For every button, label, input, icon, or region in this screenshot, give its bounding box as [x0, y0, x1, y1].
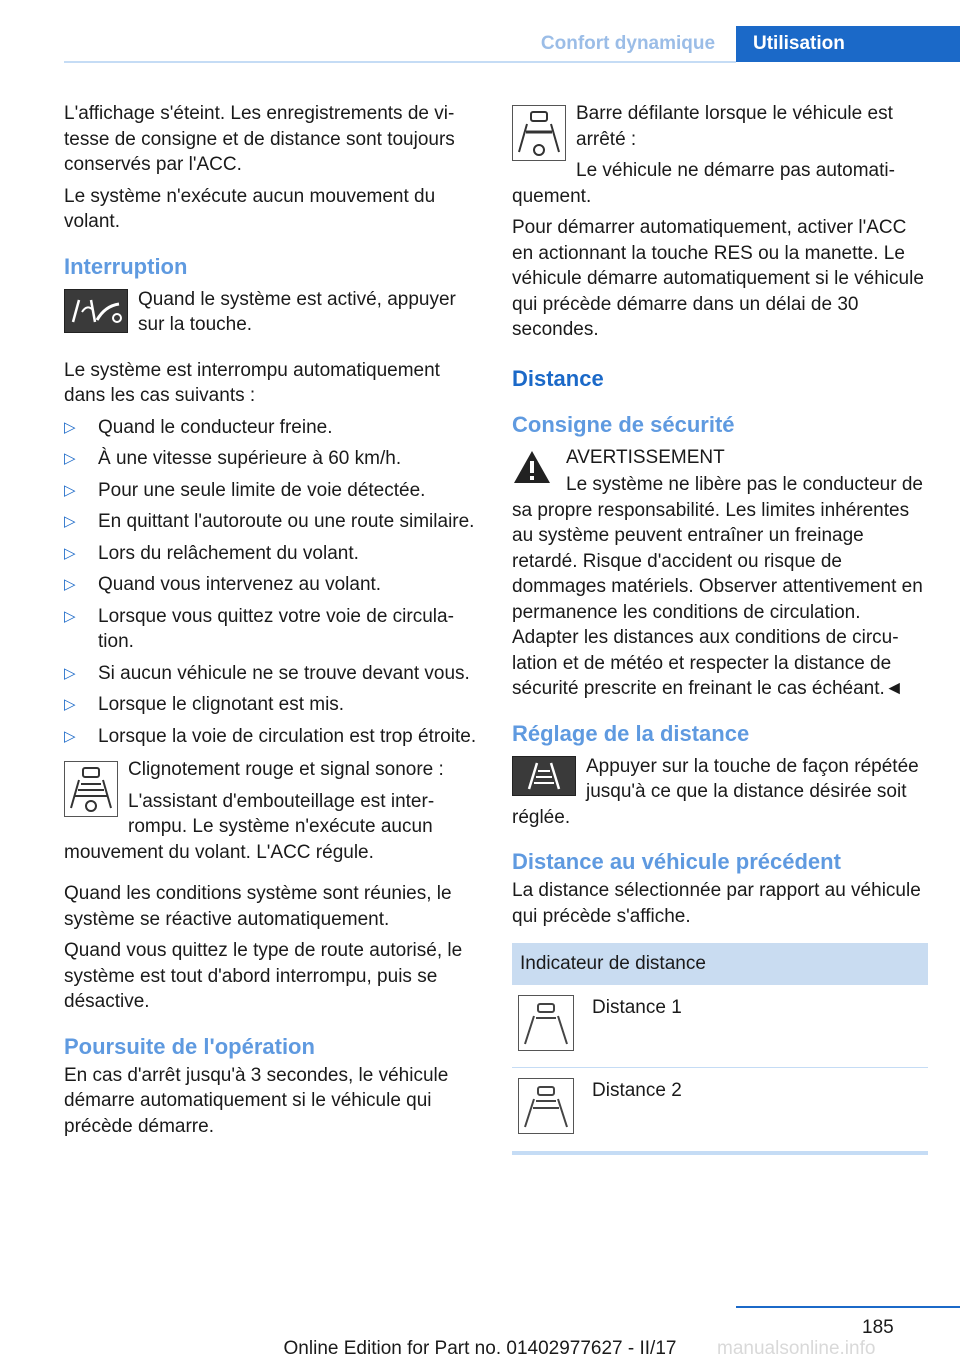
- list-item: ▷ Quand vous intervenez au volant.: [64, 572, 480, 598]
- header-section: Confort dynamique: [540, 33, 716, 54]
- section-heading-previous-vehicle: Distance au véhicule précédent: [512, 849, 841, 874]
- right-column: [512, 101, 928, 1155]
- list-item: ▷ Si aucun véhicule ne se trouve devant vous.: [64, 661, 480, 687]
- list-item: ▷ Lors du relâchement du volant.: [64, 541, 480, 567]
- paragraph: Clignotement rouge et signal sonore :: [128, 759, 444, 780]
- footer-divider: [736, 1306, 960, 1308]
- paragraph: Barre défilante lorsque le véhicule est arrêté :: [576, 103, 893, 150]
- paragraph: Quand le système est activé, appuyer sur la touche.: [138, 288, 456, 335]
- list-item: ▷ Quand le conducteur freine.: [64, 415, 480, 441]
- list-item: ▷ Lorsque la voie de circulation est trop étroite.: [64, 724, 480, 750]
- distance-indicator-table: [512, 943, 928, 1155]
- bar-figure: [512, 101, 928, 209]
- page-number: 185: [862, 1317, 894, 1338]
- warning-text: Le système ne libère pas le conducteur de sa propre responsabilité. Les limites inhérentes au système peuvent entraîner un freinage retardé. Risque d'accident ou risque de dommages matériels. Observer attentivement en permanence les conditions de circulation. Adapter les distances aux conditions de circulation et de météo et respecter la distance de sécurité prescrite en freinant le cas échéant.◄: [512, 474, 923, 699]
- warning-label: AVERTISSEMENT: [566, 446, 725, 468]
- paragraph: Pour démarrer automatiquement, activer l'ACC en actionnant la touche RES ou la manette. Le véhicule démarre automatiquement si le véhicule qui précède démarre dans un délai de 30 secondes.: [512, 217, 924, 340]
- table-cell: Distance 2: [586, 1068, 928, 1153]
- vehicle-stopped-bar-icon: [512, 105, 566, 161]
- watermark-text: manualsonline.info: [717, 1338, 876, 1359]
- list-item: ▷ Pour une seule limite de voie détectée.: [64, 478, 480, 504]
- section-heading-setting: Réglage de la distance: [512, 720, 750, 746]
- list-item: ▷ À une vitesse supérieure à 60 km/h.: [64, 446, 480, 472]
- distance-2-icon: [518, 1078, 574, 1134]
- paragraph: La distance sélectionnée par rapport au véhicule qui précède s'affiche.: [512, 880, 921, 927]
- paragraph: L'affichage s'éteint. Les enregistrements de vitesse de consigne et de distance sont toujours conservés par l'ACC.: [64, 103, 455, 175]
- setting-figure: [512, 754, 928, 831]
- distance-1-icon: [518, 995, 574, 1051]
- distance-button-icon: [512, 756, 576, 796]
- blink-figure: [64, 757, 480, 865]
- paragraph: Quand vous quittez le type de route autorisé, le système est tout d'abord interrompu, puis se désactive.: [64, 940, 463, 1012]
- section-heading-interruption: Interruption: [64, 253, 188, 279]
- warning-block: [512, 445, 928, 702]
- paragraph: Appuyer sur la touche de façon répétée jusqu'à ce que la distance désirée soit réglée.: [512, 755, 919, 828]
- traffic-jam-assistant-icon: [64, 761, 118, 817]
- paragraph: Quand les conditions système sont réunies, le système se réactive automatiquement.: [64, 883, 452, 930]
- table-row: [512, 1068, 928, 1153]
- table-cell: Distance 1: [586, 985, 928, 1068]
- header-divider: [64, 61, 736, 63]
- header-chapter-tab[interactable]: Utilisation: [736, 26, 960, 62]
- paragraph: L'assistant d'embouteillage est interrompu. Le système n'exécute aucun mouvement du volant. L'ACC régule.: [64, 790, 435, 863]
- paragraph: En cas d'arrêt jusqu'à 3 secondes, le véhicule démarre automatiquement si le véhicule qui précède démarre.: [64, 1064, 449, 1137]
- list-item: ▷ En quittant l'autoroute ou une route similaire.: [64, 509, 480, 535]
- list-item: ▷ Lorsque le clignotant est mis.: [64, 692, 480, 718]
- paragraph: Le système n'exécute aucun mouvement du volant.: [64, 185, 436, 232]
- paragraph: Le système est interrompu automatiquement dans les cas suivants :: [64, 359, 440, 406]
- section-heading-distance: Distance: [512, 365, 604, 391]
- interruption-list: [64, 415, 480, 750]
- left-column: [64, 101, 480, 1145]
- interruption-figure: [64, 287, 480, 344]
- steering-assist-button-icon: [64, 289, 128, 333]
- table-header: Indicateur de distance: [512, 943, 928, 985]
- section-heading-resume: Poursuite de l'opération: [64, 1033, 315, 1059]
- table-row: [512, 985, 928, 1068]
- edition-text: Online Edition for Part no. 01402977627 - II/17: [283, 1338, 677, 1359]
- warning-triangle-icon: [512, 449, 552, 493]
- paragraph: Le véhicule ne démarre pas automatiquement.: [512, 160, 895, 207]
- section-heading-safety: Consigne de sécurité: [512, 411, 735, 437]
- list-item: ▷ Lorsque vous quittez votre voie de circulation.: [64, 604, 480, 655]
